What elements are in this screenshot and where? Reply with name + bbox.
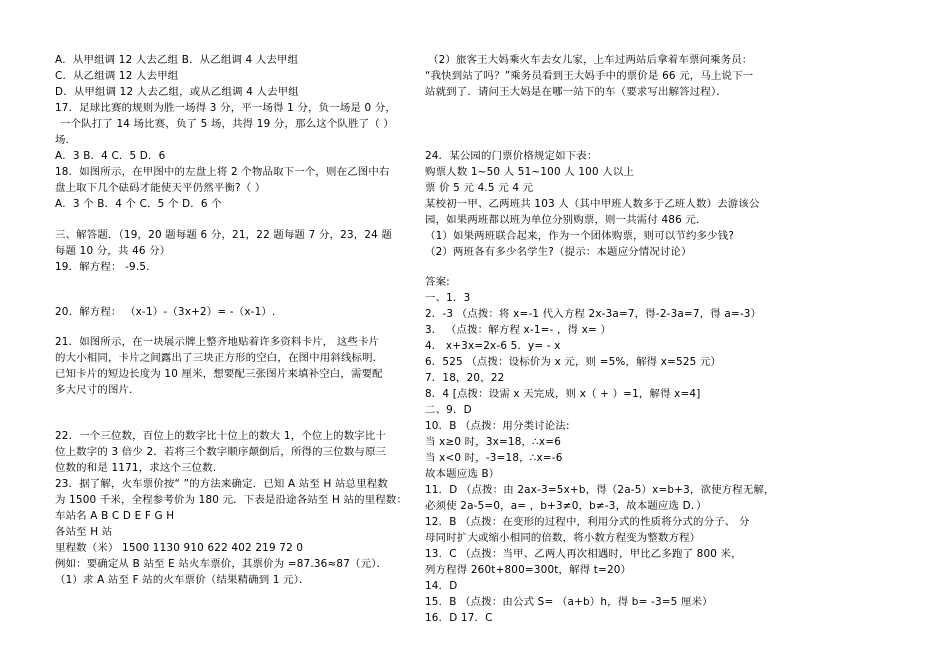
example-text: 例如：要确定从 B 站至 E 站火车票价，其票价为 =87.36≈87（元）． — [55, 558, 388, 570]
answer-line: 当 x<0 时，-3=18，∴x=-6 — [425, 452, 563, 464]
question-21: 21．如图所示，在一块展示牌上整齐地贴着许多资料卡片， 这些卡片 — [55, 336, 380, 348]
sub-question: （2）两班各有多少名学生?（提示：本题应分情况讨论） — [425, 246, 692, 258]
answer-line: 4． x+3x=2x-6 5．y= - x — [425, 340, 561, 352]
option-text: A．3 个 B．4 个 C．5 个 D．6 个 — [55, 198, 222, 210]
question-text: 多大尺寸的图片． — [55, 384, 140, 396]
question-text: 位上数字的 3 倍少 2．若将三个数字顺序颠倒后，所得的三位数与原三 — [55, 446, 387, 458]
question-text: 园，如果两班都以班为单位分别购票，则一共需付 486 元． — [425, 214, 707, 226]
question-text: 一个队打了 14 场比赛，负了 5 场，共得 19 分，那么这个队胜了（ ） — [60, 118, 394, 130]
price-table-header: 购票人数 1~50 人 51~100 人 100 人以上 — [425, 166, 635, 178]
answer-line: 7．18，20，22 — [425, 372, 505, 384]
question-20: 20．解方程： （x-1）-（3x+2）= -（x-1）. — [55, 306, 276, 318]
answer-line: 8．4 [点拨：设需 x 天完成，则 x（ + ）=1，解得 x=4] — [425, 388, 701, 400]
option-text: A．3 B．4 C．5 D．6 — [55, 150, 166, 162]
question-19: 19．解方程： -9.5. — [55, 261, 150, 273]
answer-line: 10．B （点拨：用分类讨论法: — [425, 420, 570, 432]
table-row-distances: 里程数（米） 1500 1130 910 622 402 219 72 0 — [55, 542, 304, 554]
answer-line: 13．C （点拨：当甲、乙两人再次相遇时，甲比乙多跑了 800 米， — [425, 548, 742, 560]
option-text: C．从乙组调 12 人去甲组 — [55, 70, 179, 82]
question-text: 位数的和是 1171，求这个三位数． — [55, 462, 224, 474]
section-heading: 每题 10 分，共 46 分） — [55, 245, 171, 257]
sub-question: （1）如果两班联合起来，作为一个团体购票，则可以节约多少钱? — [425, 230, 735, 242]
answers-heading: 答案: — [425, 276, 450, 288]
answer-line: 一、1．3 — [425, 292, 471, 304]
question-24: 24．某公园的门票价格规定如下表： — [425, 150, 598, 162]
question-text: 某校初一甲、乙两班共 103 人（其中甲班人数多于乙班人数）去游该公 — [425, 198, 760, 210]
price-table-row: 票 价 5 元 4.5 元 4 元 — [425, 182, 534, 194]
answer-line: 当 x≥0 时，3x=18，∴x=6 — [425, 436, 561, 448]
question-text: “我快到站了吗？”乘务员看到王大妈手中的票价是 66 元，马上说下一 — [425, 70, 754, 82]
question-22: 22．一个三位数，百位上的数字比十位上的数大 1，个位上的数字比十 — [55, 430, 387, 442]
answer-line: 15．B （点拨：由公式 S= （a+b）h，得 b= -3=5 厘米） — [425, 596, 713, 608]
answer-line: 16．D 17．C — [425, 612, 493, 624]
answer-line: 11．D （点拨：由 2ax-3=5x+b，得（2a-5）x=b+3，欲使方程无解， — [425, 484, 775, 496]
sub-question: （2）旅客王大妈乘火车去女儿家，上车过两站后拿着车票问乘务员： — [428, 54, 753, 66]
option-text: A．从甲组调 12 人去乙组 B．从乙组调 4 人去甲组 — [55, 54, 299, 66]
question-text: 已知卡片的短边长度为 10 厘米，想要配三张图片来填补空白，需要配 — [55, 368, 383, 380]
question-text: 盘上取下几个砝码才能使天平仍然平衡?（ ） — [55, 182, 266, 194]
section-heading: 三、解答题．（19，20 题每题 6 分，21，22 题每题 7 分，23，24 题 — [55, 229, 393, 241]
question-text: 站就到了．请问王大妈是在哪一站下的车（要求写出解答过程）． — [425, 86, 727, 98]
answer-line: 2．-3 （点拨：将 x=-1 代入方程 2x-3a=7，得-2-3a=7，得 a=-3） — [425, 308, 762, 320]
answer-line: 二、9．D — [425, 404, 472, 416]
answer-line: 14．D — [425, 580, 458, 592]
question-23: 23．据了解，火车票价按“ ”的方法来确定．已知 A 站至 H 站总里程数 — [55, 478, 388, 490]
option-text: D．从甲组调 12 人去乙组，或从乙组调 4 人去甲组 — [55, 86, 299, 98]
table-row-stations: 车站名 A B C D E F G H — [55, 510, 175, 522]
question-text: 的大小相同，卡片之间露出了三块正方形的空白，在图中用斜线标明． — [55, 352, 384, 364]
sub-question: （1）求 A 站至 F 站的火车票价（结果精确到 1 元）． — [55, 574, 310, 586]
answer-line: 列方程得 260t+800=300t，解得 t=20） — [425, 564, 632, 576]
answer-line: 12．B （点拨：在变形的过程中，利用分式的性质将分式的分子、 分 — [425, 516, 750, 528]
question-18: 18．如图所示，在甲图中的左盘上将 2 个物品取下一个，则在乙图中右 — [55, 166, 390, 178]
answer-line: 故本题应选 B） — [425, 468, 500, 480]
answer-line: 3． （点拨：解方程 x-1=- ，得 x= ） — [425, 324, 612, 336]
question-text: 为 1500 千米，全程参考价为 180 元．下表是沿途各站至 H 站的里程数： — [55, 494, 408, 506]
answer-line: 母同时扩大或缩小相同的倍数，将小数方程变为整数方程） — [425, 532, 701, 544]
answer-line: 6．525 （点拨：设标价为 x 元，则 =5%，解得 x=525 元） — [425, 356, 722, 368]
table-row-header: 各站至 H 站 — [55, 526, 113, 538]
question-text: 场. — [55, 134, 70, 146]
question-17: 17．足球比赛的规则为胜一场得 3 分，平一场得 1 分，负一场是 0 分， — [55, 102, 397, 114]
answer-line: 必须使 2a-5=0，a= ，b+3≠0，b≠-3，故本题应选 D．） — [425, 500, 707, 512]
